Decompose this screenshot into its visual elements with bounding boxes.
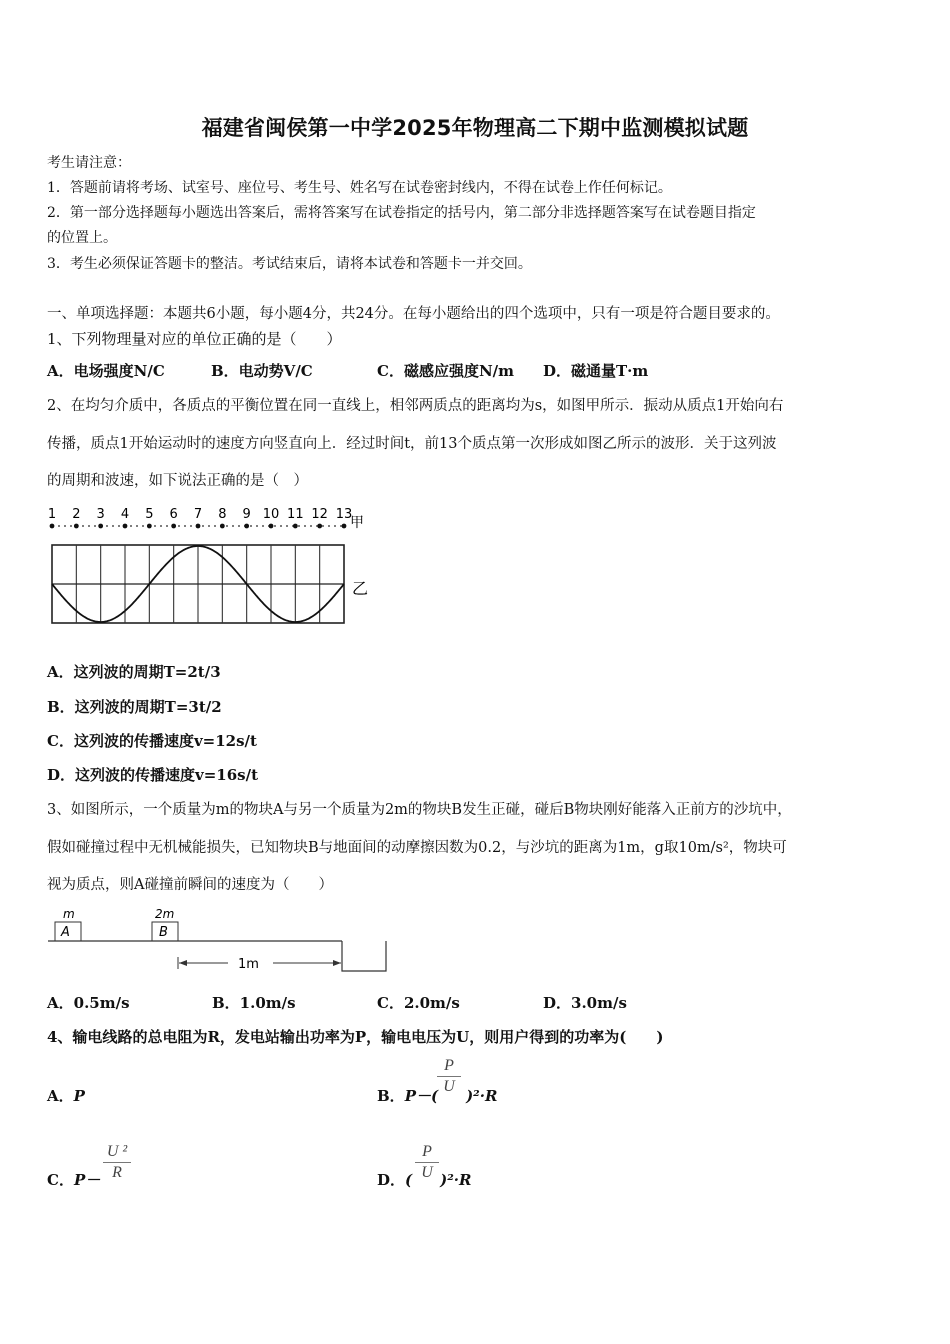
q2-option-a[interactable]: A．这列波的周期T=2t/3 [47, 663, 221, 681]
q4-option-b-num: P [444, 1057, 454, 1074]
point-label-13: 13 [335, 507, 353, 522]
question-3-line-3: 视为质点，则A碰撞前瞬间的速度为（ ） [47, 877, 333, 893]
point-label-1: 1 [47, 507, 57, 522]
q4-option-b-pre: P－( [404, 1087, 439, 1105]
q4-option-d-fraction [415, 1143, 439, 1182]
point-label-8: 8 [218, 507, 227, 522]
particle-dot [269, 524, 274, 529]
q4-option-a-label: A． [47, 1087, 74, 1105]
q1-option-c[interactable]: C．磁感应强度N/m [377, 362, 515, 380]
section-heading: 一、单项选择题：本题共6小题，每小题4分，共24分。在每小题给出的四个选项中，只有一项是符合题目要求的。 [47, 306, 780, 322]
particle-dot [293, 524, 298, 529]
question-2-line-2: 传播，质点1开始运动时的速度方向竖直向上．经过时间t，前13个质点第一次形成如图乙所示的波形．关于这列波 [47, 436, 777, 452]
question-2-line-1: 2、在均匀介质中，各质点的平衡位置在同一直线上，相邻两质点的距离均为s，如图甲所示．振动从质点1开始向右 [47, 398, 784, 414]
point-label-6: 6 [169, 507, 178, 522]
q4-option-c-pre: P－ [73, 1171, 101, 1189]
q1-option-b[interactable]: B．电动势V/C [211, 362, 313, 380]
question-3-line-2: 假如碰撞过程中无机械能损失，已知物块B与地面间的动摩擦因数为0.2，与沙坑的距离为1m，g取10m/s²，物块可 [47, 840, 787, 856]
q4-option-c-den: R [112, 1164, 122, 1181]
point-label-10: 10 [262, 507, 280, 522]
q4-option-d-label: D． [377, 1171, 406, 1189]
point-label-7: 7 [193, 507, 203, 522]
point-label-4: 4 [120, 507, 130, 522]
point-labels [48, 507, 352, 522]
q4-option-d-pre: ( [405, 1171, 413, 1189]
point-label-11: 11 [287, 507, 304, 522]
question-4-stem: 4、输电线路的总电阻为R，发电站输出功率为P，输电电压为U，则用户得到的功率为( ) [47, 1028, 664, 1046]
q3-option-a[interactable]: A．0.5m/s [47, 994, 130, 1012]
point-label-2: 2 [72, 507, 81, 522]
distance-label: 1m [238, 957, 259, 972]
page-title: 福建省闽侯第一中学2025年物理高二下期中监测模拟试题 [201, 116, 749, 140]
q4-option-b-fraction [437, 1057, 461, 1096]
point-label-3: 3 [96, 507, 105, 522]
particle-dot [244, 524, 249, 529]
q3-option-b[interactable]: B．1.0m/s [212, 994, 296, 1012]
question-1-stem: 1、下列物理量对应的单位正确的是（ ） [47, 330, 342, 348]
q2-option-c[interactable]: C．这列波的传播速度v=12s/t [47, 732, 257, 750]
label-yi: 乙 [352, 579, 369, 598]
wave-figure [40, 500, 380, 635]
notice-item-2-cont: 的位置上。 [47, 230, 117, 246]
sand-pit [342, 941, 386, 971]
q1-option-a[interactable]: A．电场强度N/C [47, 362, 165, 380]
q4-option-d-den: U [421, 1164, 433, 1181]
particle-dot [171, 524, 176, 529]
particle-dot [196, 524, 201, 529]
block-b-label: B [159, 925, 168, 940]
q4-option-c-fraction [103, 1143, 131, 1182]
q3-option-c[interactable]: C．2.0m/s [377, 994, 460, 1012]
dim-arrow-right [333, 960, 341, 966]
q4-option-d-num: P [422, 1143, 432, 1160]
fraction-bar [103, 1162, 131, 1163]
q2-option-b[interactable]: B．这列波的周期T=3t/2 [47, 698, 222, 716]
particle-dot [50, 524, 55, 529]
notice-item-2: 2．第一部分选择题每小题选出答案后，需将答案写在试卷指定的括号内，第二部分非选择题答案写在试卷题目指定 [47, 205, 756, 221]
collision-figure [45, 905, 395, 977]
question-2-line-3: 的周期和波速，如下说法正确的是（ ） [47, 473, 308, 489]
block-a-label: A [61, 925, 70, 940]
fraction-bar [415, 1162, 439, 1163]
q4-option-a[interactable] [47, 1085, 85, 1106]
label-jia: 甲 [350, 515, 364, 531]
particle-dot [342, 524, 347, 529]
q4-option-c[interactable] [47, 1169, 100, 1190]
q4-option-a-expr: P [73, 1087, 85, 1105]
mass-a-label: m [63, 907, 75, 921]
q2-option-d[interactable]: D．这列波的传播速度v=16s/t [47, 766, 259, 784]
point-label-5: 5 [145, 507, 154, 522]
fraction-bar [437, 1076, 461, 1077]
q4-option-b-post: )²·R [466, 1087, 498, 1105]
q4-option-b-label: B． [377, 1087, 405, 1105]
q4-option-d-post: )²·R [440, 1171, 472, 1189]
particle-dot [147, 524, 152, 529]
point-label-9: 9 [242, 507, 251, 522]
point-label-12: 12 [311, 507, 328, 522]
dim-arrow-left [179, 960, 187, 966]
particle-dot [74, 524, 79, 529]
q4-option-c-label: C． [47, 1171, 74, 1189]
q3-option-d[interactable]: D．3.0m/s [543, 994, 627, 1012]
particle-dot [220, 524, 225, 529]
question-3-line-1: 3、如图所示，一个质量为m的物块A与另一个质量为2m的物块B发生正碰，碰后B物块刚好能落入正前方的沙坑中， [47, 802, 792, 818]
q4-option-c-num: U ² [106, 1143, 128, 1160]
q4-option-b-den: U [443, 1078, 455, 1095]
q1-option-d[interactable]: D．磁通量T·m [543, 362, 649, 380]
notice-heading: 考生请注意： [47, 155, 131, 171]
particle-dot [98, 524, 103, 529]
mass-b-label: 2m [155, 907, 175, 921]
particle-dot [317, 524, 322, 529]
notice-item-1: 1．答题前请将考场、试室号、座位号、考生号、姓名写在试卷密封线内，不得在试卷上作任何标记。 [47, 180, 672, 196]
notice-item-3: 3．考生必须保证答题卡的整洁。考试结束后，请将本试卷和答题卡一并交回。 [47, 256, 532, 272]
particle-dot [123, 524, 128, 529]
